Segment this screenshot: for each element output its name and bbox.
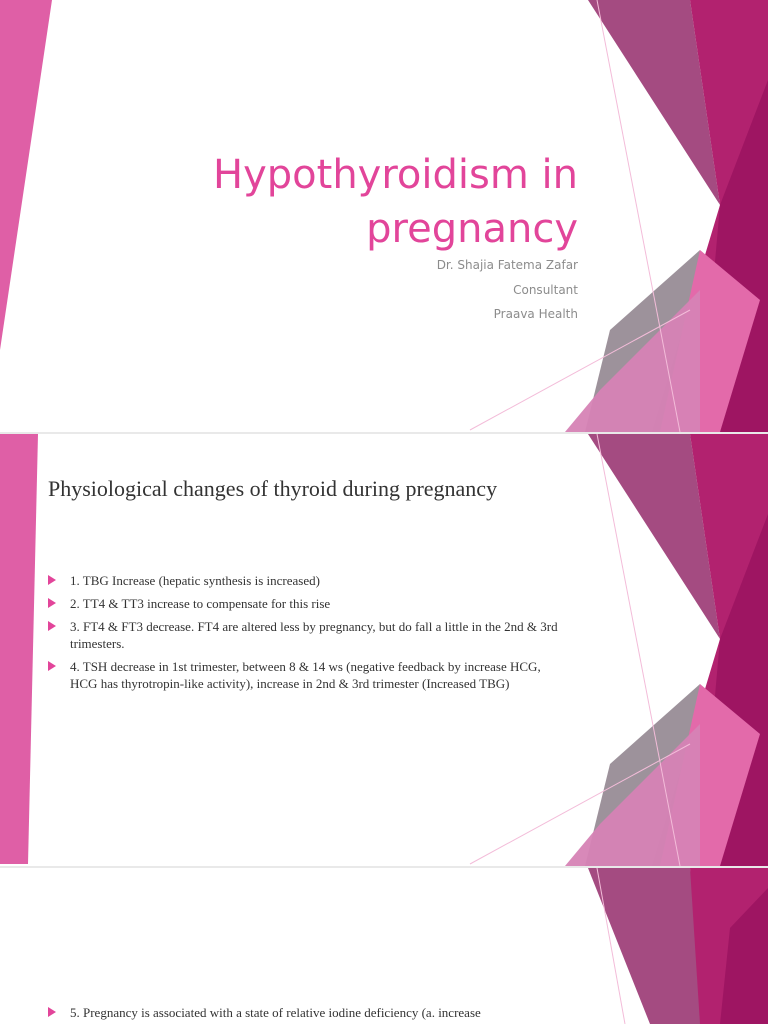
slide-3-decoration bbox=[0, 868, 768, 1024]
list-item-text: 2. TT4 & TT3 increase to compensate for this rise bbox=[70, 596, 331, 611]
list-item-text: 3. FT4 & FT3 decrease. FT4 are altered less by pregnancy, but do fall a little in the 2nd & 3rd trimesters. bbox=[70, 619, 558, 651]
bullet-arrow-icon bbox=[48, 621, 56, 631]
slide-iodine-partial bbox=[0, 868, 768, 1024]
list-item bbox=[48, 658, 568, 692]
slide-title bbox=[0, 0, 768, 432]
list-item bbox=[48, 595, 568, 612]
bullet-arrow-icon bbox=[48, 575, 56, 585]
bullet-arrow-icon bbox=[48, 598, 56, 608]
list-item-text: 1. TBG Increase (hepatic synthesis is increased) bbox=[70, 573, 320, 588]
bullet-arrow-icon bbox=[48, 1007, 56, 1017]
list-item bbox=[48, 572, 568, 589]
bullet-list bbox=[48, 1004, 568, 1024]
slide-heading: Physiological changes of thyroid during pregnancy bbox=[48, 476, 498, 501]
author-organization: Praava Health bbox=[493, 307, 578, 321]
list-item-text: 5. Pregnancy is associated with a state of relative iodine deficiency (a. increase bbox=[70, 1005, 481, 1020]
author-role: Consultant bbox=[513, 283, 578, 297]
list-item-text: 4. TSH decrease in 1st trimester, between 8 & 14 ws (negative feedback by increase HCG, HCG has thyrotropin-like activity), increase in 2nd & 3rd trimester (Increased TBG) bbox=[70, 659, 541, 691]
bullet-list bbox=[48, 572, 568, 698]
list-item bbox=[48, 1004, 568, 1021]
author-name: Dr. Shajia Fatema Zafar bbox=[436, 258, 578, 272]
list-item bbox=[48, 618, 568, 652]
slide-physiological-changes bbox=[0, 434, 768, 866]
bullet-arrow-icon bbox=[48, 661, 56, 671]
presentation-title: Hypothyroidism in pregnancy bbox=[213, 152, 578, 252]
